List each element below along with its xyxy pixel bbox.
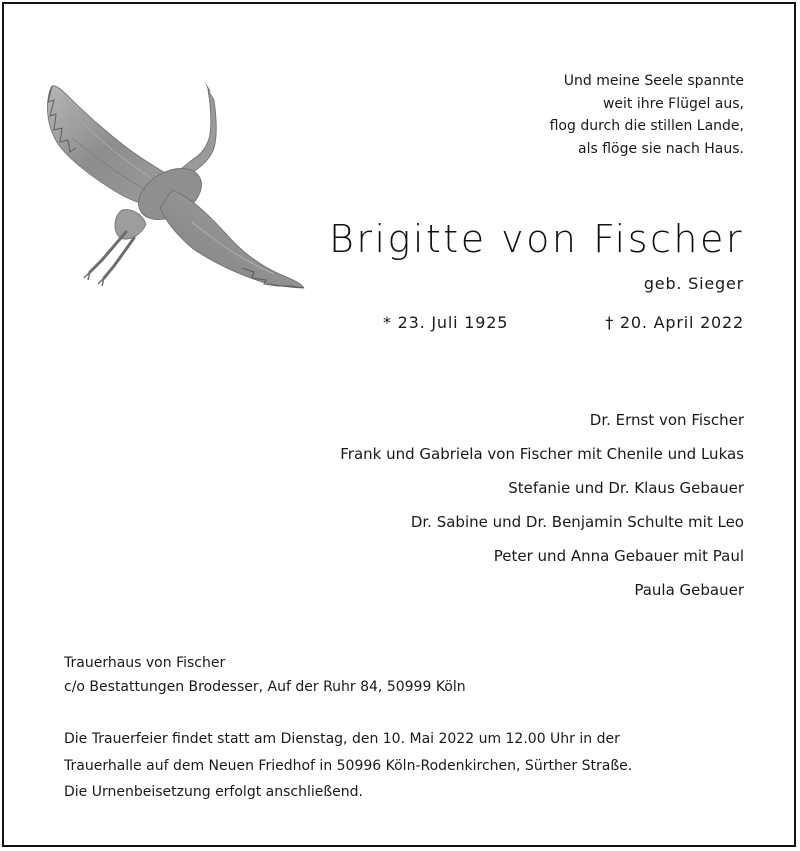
poem-line: Und meine Seele spannte [563,73,744,89]
address-line: Trauerhaus von Fischer [64,655,226,671]
ceremony-line: Die Trauerfeier findet statt am Dienstag, den 10. Mai 2022 um 12.00 Uhr in der [64,731,620,747]
death-date: † 20. April 2022 [605,313,744,332]
poem [550,70,744,160]
mourning-address [64,651,466,699]
maiden-name: geb. Sieger [643,274,744,293]
mourner-entry: Paula Gebauer [634,581,744,599]
ceremony-line: Die Urnenbeisetzung erfolgt anschließend. [64,784,363,800]
obituary-card [2,2,796,847]
crane-in-flight-icon [42,82,307,292]
deceased-name: Brigitte von Fischer [328,217,744,261]
poem-line: als flöge sie nach Haus. [578,140,744,157]
address-line: c/o Bestattungen Brodesser, Auf der Ruhr 84, 50999 Köln [64,679,466,695]
poem-line: weit ihre Flügel aus, [602,95,744,112]
mourner-entry: Stefanie und Dr. Klaus Gebauer [508,479,744,497]
mourner-entry: Peter und Anna Gebauer mit Paul [493,547,744,565]
mourner-entry: Dr. Sabine und Dr. Benjamin Schulte mit Leo [410,513,744,531]
poem-line: flog durch die stillen Lande, [549,118,744,134]
mourner-entry: Dr. Ernst von Fischer [589,411,744,429]
mourners-list [340,408,744,612]
ceremony-line: Trauerhalle auf dem Neuen Friedhof in 50996 Köln-Rodenkirchen, Sürther Straße. [64,757,633,774]
ceremony-notice [64,726,632,806]
mourner-entry: Frank und Gabriela von Fischer mit Chenile und Lukas [340,445,744,463]
birth-date: * 23. Juli 1925 [383,313,509,332]
